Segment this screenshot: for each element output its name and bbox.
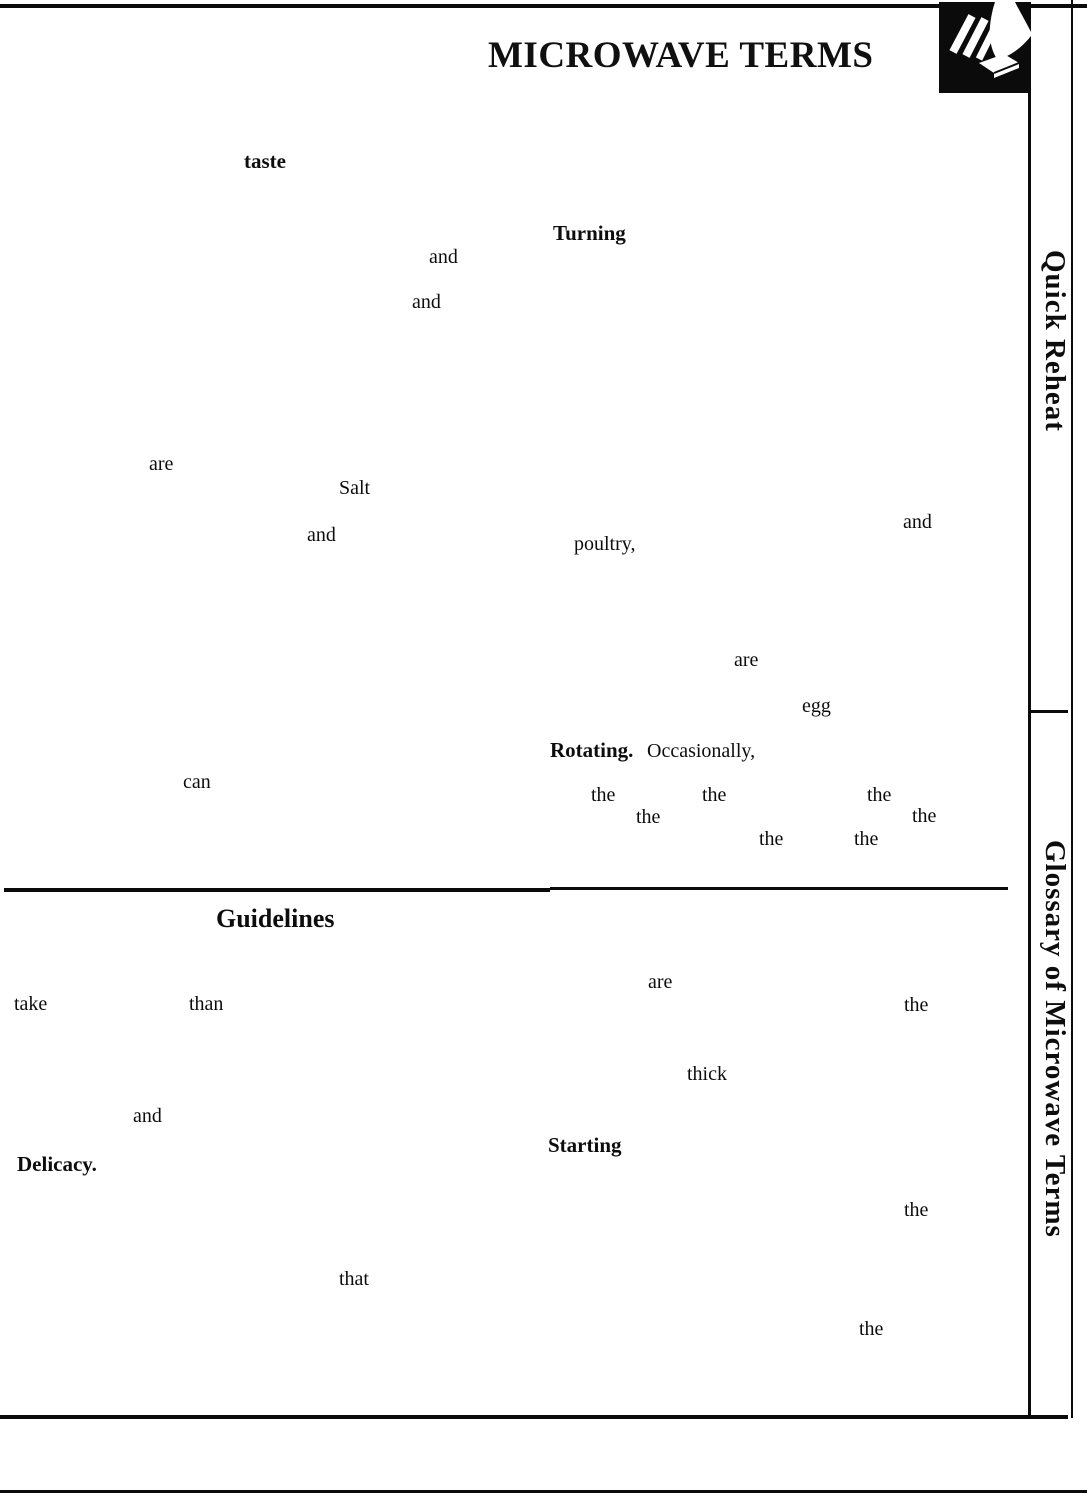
scattered-word: Delicacy. bbox=[17, 1152, 97, 1176]
scattered-word: the bbox=[904, 994, 929, 1016]
scattered-word: the bbox=[854, 828, 879, 850]
scattered-word: poultry, bbox=[574, 533, 636, 555]
scattered-word: Starting bbox=[548, 1133, 622, 1157]
scattered-word: the bbox=[912, 805, 937, 827]
scattered-word: thick bbox=[687, 1063, 727, 1085]
scattered-word: the bbox=[636, 806, 661, 828]
scattered-word: Rotating. bbox=[550, 738, 634, 762]
scattered-word: the bbox=[591, 784, 616, 806]
scattered-word: are bbox=[734, 649, 759, 671]
page-title: MICROWAVE TERMS bbox=[488, 35, 874, 76]
scattered-word: egg bbox=[802, 695, 831, 717]
scattered-word: and bbox=[412, 291, 441, 313]
sidebar-label-quick-reheat: Quick Reheat bbox=[1039, 250, 1071, 432]
scattered-word: the bbox=[859, 1318, 884, 1340]
scattered-word: Salt bbox=[339, 477, 371, 499]
scattered-word: are bbox=[149, 453, 174, 475]
scattered-word: Guidelines bbox=[216, 904, 335, 933]
scattered-word: and bbox=[903, 511, 932, 533]
scattered-word: that bbox=[339, 1268, 369, 1290]
scattered-word: are bbox=[648, 971, 673, 993]
scattered-word: and bbox=[307, 524, 336, 546]
scattered-word: and bbox=[133, 1105, 162, 1127]
scattered-word: taste bbox=[244, 149, 286, 173]
sidebar-label-glossary: Glossary of Microwave Terms bbox=[1039, 840, 1071, 1238]
scattered-word: can bbox=[183, 771, 211, 793]
scattered-word: and bbox=[429, 246, 458, 268]
scattered-word: Occasionally, bbox=[647, 740, 756, 762]
scattered-word: take bbox=[14, 993, 48, 1015]
scattered-word: Turning bbox=[553, 221, 626, 245]
scattered-word: than bbox=[189, 993, 224, 1015]
scattered-word: the bbox=[867, 784, 892, 806]
scattered-word: the bbox=[904, 1199, 929, 1221]
scattered-word: the bbox=[702, 784, 727, 806]
scattered-word: the bbox=[759, 828, 784, 850]
